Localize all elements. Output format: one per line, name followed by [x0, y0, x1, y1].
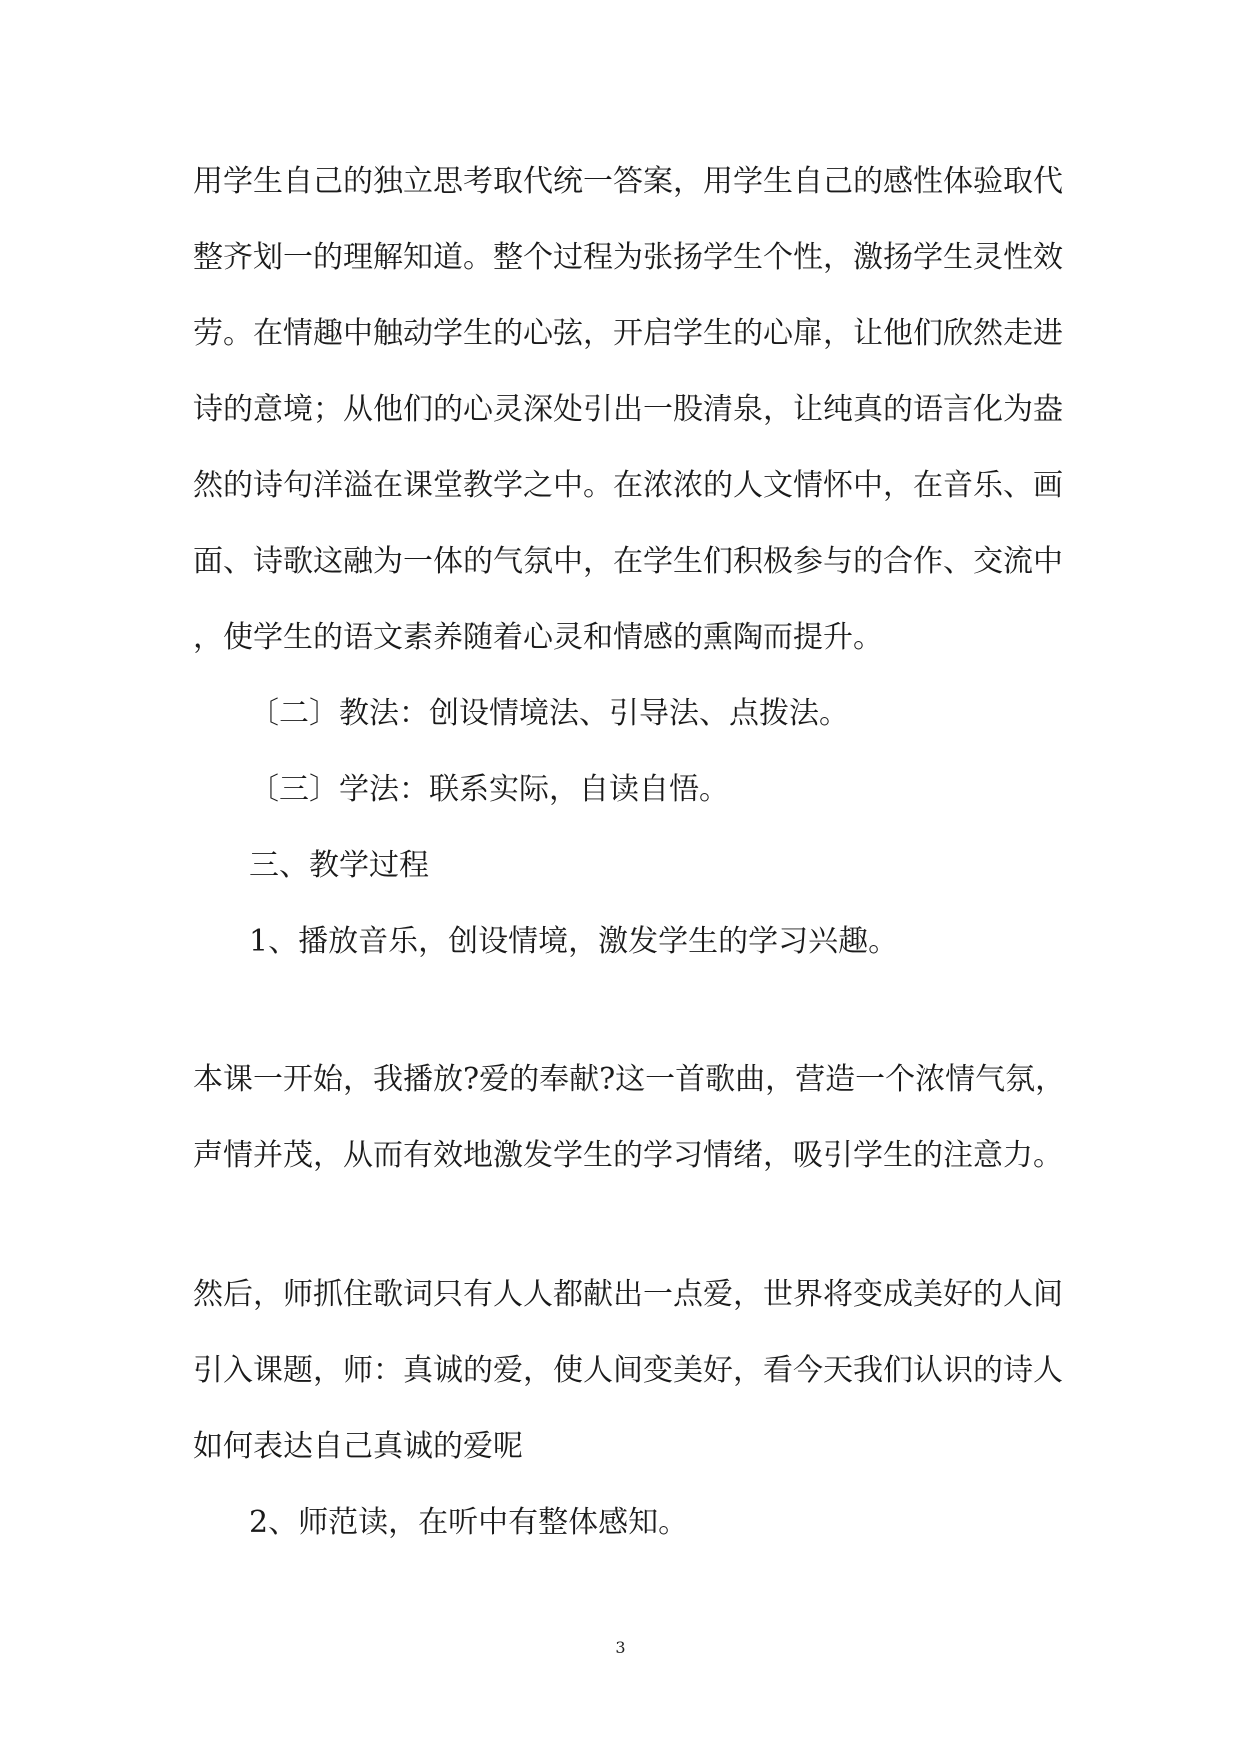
paragraph-line: 引入课题，师：真诚的爱，使人间变美好，看今天我们认识的诗人: [193, 1353, 1063, 1388]
learning-method: 〔三〕学法：联系实际，自读自悟。: [249, 772, 729, 807]
paragraph-line: 面、诗歌这融为一体的气氛中，在学生们积极参与的合作、交流中: [193, 544, 1063, 579]
paragraph-line: 整齐划一的理解知道。整个过程为张扬学生个性，激扬学生灵性效: [193, 240, 1063, 275]
paragraph-line: 诗的意境；从他们的心灵深处引出一股清泉，让纯真的语言化为盎: [193, 392, 1063, 427]
step-heading: 2、师范读，在听中有整体感知。: [249, 1505, 689, 1540]
paragraph-line: 声情并茂，从而有效地激发学生的学习情绪，吸引学生的注意力。: [193, 1138, 1063, 1173]
paragraph-line: ，使学生的语文素养随着心灵和情感的熏陶而提升。: [193, 620, 883, 655]
step-heading: 1、播放音乐，创设情境，激发学生的学习兴趣。: [249, 924, 899, 959]
paragraph-line: 然的诗句洋溢在课堂教学之中。在浓浓的人文情怀中，在音乐、画: [193, 468, 1063, 503]
teaching-method: 〔二〕教法：创设情境法、引导法、点拨法。: [249, 696, 849, 731]
paragraph-line: 劳。在情趣中触动学生的心弦，开启学生的心扉，让他们欣然走进: [193, 316, 1063, 351]
page-number: 3: [615, 1638, 626, 1657]
section-heading: 三、教学过程: [249, 848, 429, 883]
paragraph-line: 如何表达自己真诚的爱呢: [193, 1429, 523, 1464]
paragraph-line: 本课一开始，我播放?爱的奉献?这一首歌曲，营造一个浓情气氛，: [193, 1062, 1066, 1097]
paragraph-line: 然后，师抓住歌词只有人人都献出一点爱，世界将变成美好的人间: [193, 1277, 1063, 1312]
paragraph-line: 用学生自己的独立思考取代统一答案，用学生自己的感性体验取代: [193, 164, 1063, 199]
